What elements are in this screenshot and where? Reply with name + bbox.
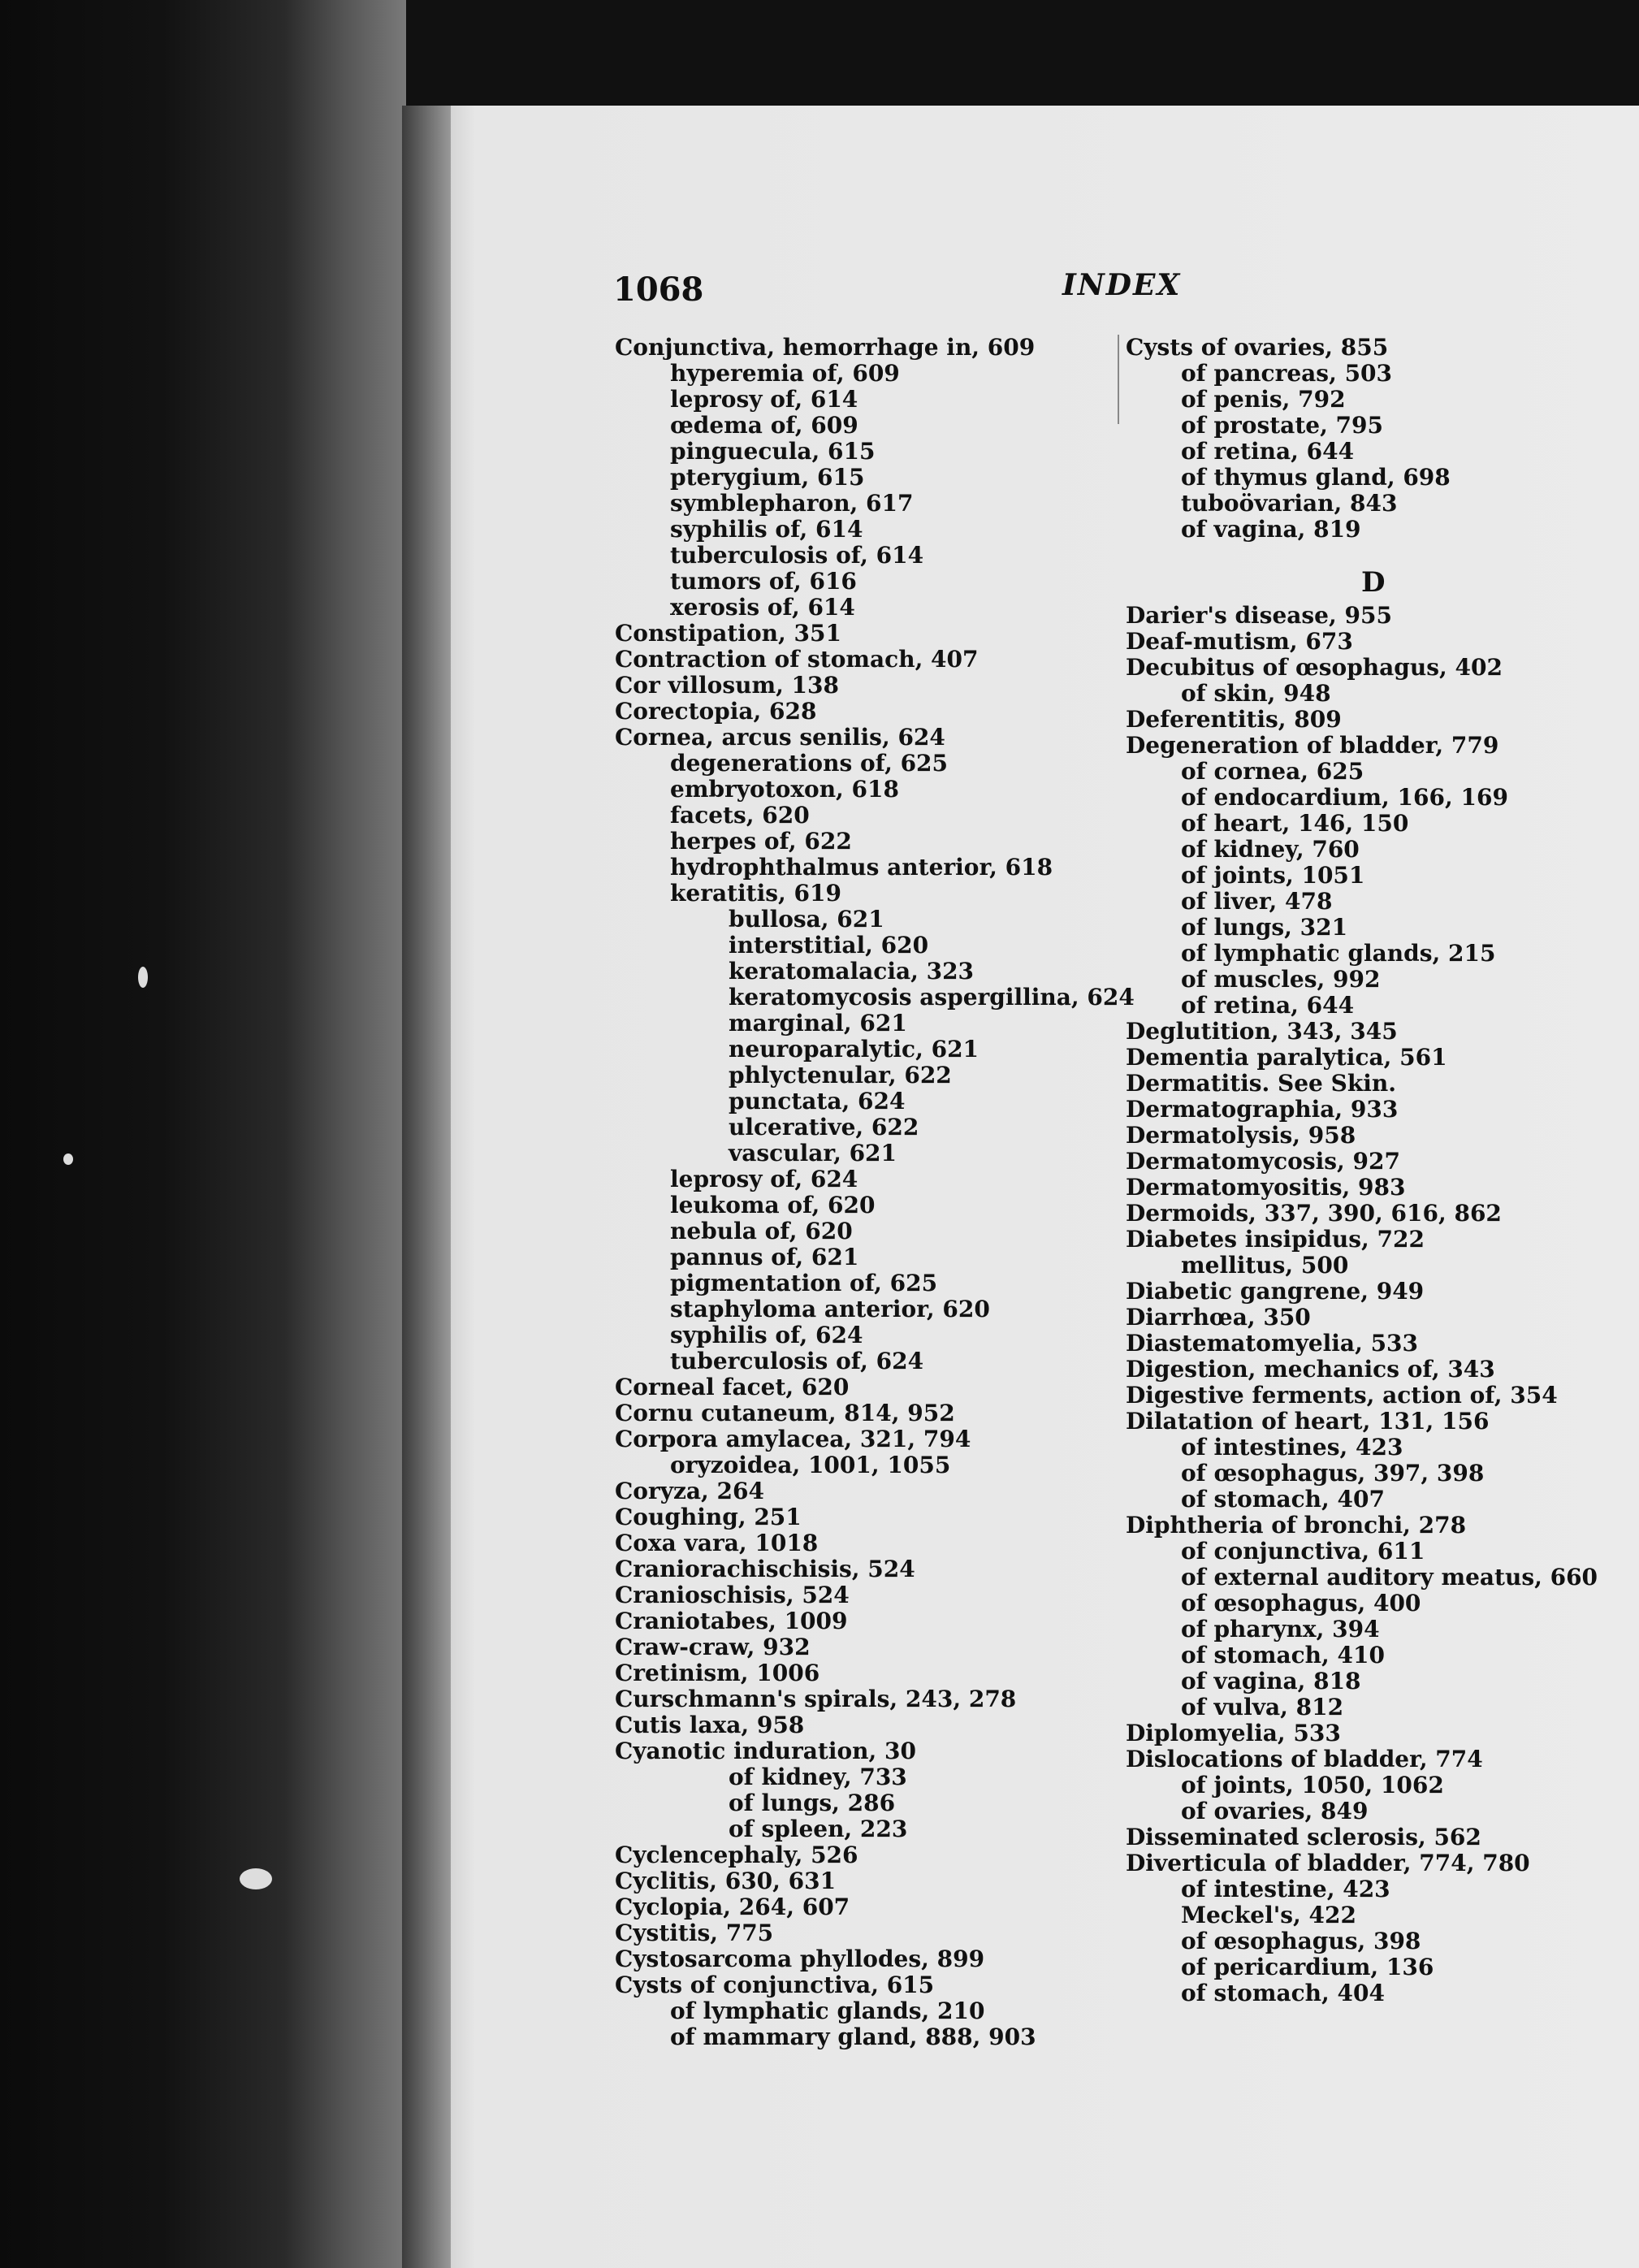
index-entry: of pancreas, 503 xyxy=(1181,360,1393,387)
index-entry: Diastematomyelia, 533 xyxy=(1126,1330,1419,1357)
index-entry: Deferentitis, 809 xyxy=(1126,706,1342,733)
index-entry: Cornea, arcus senilis, 624 xyxy=(615,724,945,751)
index-entry: leprosy of, 624 xyxy=(670,1166,858,1192)
index-entry: Coryza, 264 xyxy=(615,1478,764,1504)
index-entry: Corneal facet, 620 xyxy=(615,1374,850,1400)
index-entry: of œsophagus, 397, 398 xyxy=(1181,1460,1485,1487)
index-entry: of stomach, 404 xyxy=(1181,1980,1385,2006)
index-entry: of skin, 948 xyxy=(1181,680,1331,707)
index-entry: Digestive ferments, action of, 354 xyxy=(1126,1382,1558,1409)
index-entry: Cysts of ovaries, 855 xyxy=(1126,334,1389,361)
index-entry: staphyloma anterior, 620 xyxy=(670,1296,990,1322)
index-entry: Degeneration of bladder, 779 xyxy=(1126,732,1499,759)
index-entry: interstitial, 620 xyxy=(729,932,929,959)
index-entry: Diverticula of bladder, 774, 780 xyxy=(1126,1850,1530,1876)
index-entry: keratitis, 619 xyxy=(670,880,841,907)
index-entry: of external auditory meatus, 660 xyxy=(1181,1564,1598,1591)
index-entry: pigmentation of, 625 xyxy=(670,1270,938,1296)
scan-speck xyxy=(240,1868,272,1889)
index-entry: of stomach, 410 xyxy=(1181,1642,1385,1669)
index-entry: Corpora amylacea, 321, 794 xyxy=(615,1426,971,1452)
index-entry: embryotoxon, 618 xyxy=(670,776,899,803)
index-entry: Cyanotic induration, 30 xyxy=(615,1738,916,1764)
index-entry: of lungs, 321 xyxy=(1181,914,1348,941)
index-entry: Deaf-mutism, 673 xyxy=(1126,628,1353,655)
index-entry: of pericardium, 136 xyxy=(1181,1954,1434,1980)
index-entry: syphilis of, 624 xyxy=(670,1322,863,1348)
index-entry: of ovaries, 849 xyxy=(1181,1798,1369,1824)
facing-page-edge xyxy=(0,0,406,2268)
index-entry: leukoma of, 620 xyxy=(670,1192,876,1218)
index-entry: symblepharon, 617 xyxy=(670,490,914,517)
index-entry: Digestion, mechanics of, 343 xyxy=(1126,1356,1495,1383)
index-entry: Conjunctiva, hemorrhage in, 609 xyxy=(615,334,1036,361)
index-entry: Cornu cutaneum, 814, 952 xyxy=(615,1400,955,1426)
index-entry: marginal, 621 xyxy=(729,1010,907,1037)
index-column-left xyxy=(615,335,1135,2050)
scan-speck xyxy=(63,1153,73,1165)
index-entry: vascular, 621 xyxy=(729,1140,897,1166)
index-entry: of joints, 1050, 1062 xyxy=(1181,1772,1444,1798)
index-entry: keratomycosis aspergillina, 624 xyxy=(729,984,1135,1011)
index-entry: mellitus, 500 xyxy=(1181,1252,1349,1279)
index-entry: hyperemia of, 609 xyxy=(670,360,900,387)
index-entry: of retina, 644 xyxy=(1181,992,1355,1019)
index-entry: Craw-craw, 932 xyxy=(615,1634,811,1660)
index-entry: punctata, 624 xyxy=(729,1088,906,1115)
index-entry: tumors of, 616 xyxy=(670,568,857,595)
index-entry: Diplomyelia, 533 xyxy=(1126,1720,1341,1746)
index-entry: Coxa vara, 1018 xyxy=(615,1530,819,1556)
index-entry: herpes of, 622 xyxy=(670,828,852,855)
index-entry: of pharynx, 394 xyxy=(1181,1616,1380,1643)
index-entry: Dislocations of bladder, 774 xyxy=(1126,1746,1483,1772)
index-entry: Dermatolysis, 958 xyxy=(1126,1122,1356,1149)
index-entry: oryzoidea, 1001, 1055 xyxy=(670,1452,951,1478)
index-entry: of endocardium, 166, 169 xyxy=(1181,784,1508,811)
running-head: INDEX xyxy=(1062,268,1182,302)
index-entry: of heart, 146, 150 xyxy=(1181,810,1409,837)
index-entry: tuboövarian, 843 xyxy=(1181,490,1398,517)
index-entry: hydrophthalmus anterior, 618 xyxy=(670,854,1053,881)
index-entry: Meckel's, 422 xyxy=(1181,1902,1356,1928)
index-entry: pterygium, 615 xyxy=(670,464,865,491)
index-entry: pannus of, 621 xyxy=(670,1244,859,1270)
index-entry: Diabetic gangrene, 949 xyxy=(1126,1278,1425,1305)
index-entry: Cystosarcoma phyllodes, 899 xyxy=(615,1946,985,1972)
index-entry: Cyclencephaly, 526 xyxy=(615,1842,858,1868)
index-entry: neuroparalytic, 621 xyxy=(729,1036,980,1063)
index-entry: phlyctenular, 622 xyxy=(729,1062,952,1089)
index-entry: of muscles, 992 xyxy=(1181,966,1381,993)
index-entry: of vagina, 819 xyxy=(1181,516,1361,543)
index-entry: pinguecula, 615 xyxy=(670,438,876,465)
index-entry: tuberculosis of, 624 xyxy=(670,1348,924,1374)
index-entry: of cornea, 625 xyxy=(1181,758,1364,785)
index-entry: leprosy of, 614 xyxy=(670,386,858,413)
index-entry: Cor villosum, 138 xyxy=(615,672,840,699)
index-entry: syphilis of, 614 xyxy=(670,516,863,543)
index-entry: Dermatitis. See Skin. xyxy=(1126,1070,1396,1097)
index-entry: tuberculosis of, 614 xyxy=(670,542,924,569)
index-entry: of lymphatic glands, 210 xyxy=(670,1997,985,2024)
index-entry: Curschmann's spirals, 243, 278 xyxy=(615,1686,1017,1712)
index-entry: Decubitus of œsophagus, 402 xyxy=(1126,654,1503,681)
index-entry: Cutis laxa, 958 xyxy=(615,1712,805,1738)
index-entry: Cranioschisis, 524 xyxy=(615,1582,850,1608)
index-entry: of mammary gland, 888, 903 xyxy=(670,2023,1036,2050)
index-entry: of œsophagus, 400 xyxy=(1181,1590,1421,1617)
index-entry: of conjunctiva, 611 xyxy=(1181,1538,1425,1565)
scan-speck xyxy=(138,967,148,988)
index-entry: of kidney, 760 xyxy=(1181,836,1360,863)
index-entry: ulcerative, 622 xyxy=(729,1114,919,1140)
index-column-right xyxy=(1126,335,1629,2006)
index-entry: Craniotabes, 1009 xyxy=(615,1608,848,1634)
index-entry: Cretinism, 1006 xyxy=(615,1660,820,1686)
page-gutter-shadow xyxy=(402,106,451,2268)
index-entry: Cyclitis, 630, 631 xyxy=(615,1868,837,1894)
index-entry: of prostate, 795 xyxy=(1181,412,1384,439)
index-entry: keratomalacia, 323 xyxy=(729,958,975,985)
index-entry: facets, 620 xyxy=(670,802,810,829)
index-entry: Craniorachischisis, 524 xyxy=(615,1556,915,1582)
index-entry: Diarrhœa, 350 xyxy=(1126,1304,1311,1331)
index-entry: of intestine, 423 xyxy=(1181,1876,1390,1902)
index-entry: of joints, 1051 xyxy=(1181,862,1365,889)
index-entry: Dermoids, 337, 390, 616, 862 xyxy=(1126,1200,1502,1227)
index-entry: of vulva, 812 xyxy=(1181,1694,1344,1720)
index-entry: of lungs, 286 xyxy=(729,1790,896,1816)
index-entry: Diphtheria of bronchi, 278 xyxy=(1126,1512,1467,1539)
index-entry: of liver, 478 xyxy=(1181,888,1333,915)
index-entry: bullosa, 621 xyxy=(729,906,884,933)
index-entry: of thymus gland, 698 xyxy=(1181,464,1451,491)
index-entry: Diabetes insipidus, 722 xyxy=(1126,1226,1425,1253)
index-entry: Deglutition, 343, 345 xyxy=(1126,1018,1398,1045)
index-entry: Darier's disease, 955 xyxy=(1126,602,1392,629)
index-entry: of vagina, 818 xyxy=(1181,1668,1361,1695)
index-entry: nebula of, 620 xyxy=(670,1218,853,1244)
page-number: 1068 xyxy=(613,271,704,309)
index-entry: Dermatomyositis, 983 xyxy=(1126,1174,1406,1201)
index-entry: Dermatomycosis, 927 xyxy=(1126,1148,1400,1175)
index-entry: Cysts of conjunctiva, 615 xyxy=(615,1972,935,1998)
section-letter: D xyxy=(1361,566,1386,599)
index-entry: Dilatation of heart, 131, 156 xyxy=(1126,1408,1490,1435)
index-entry: of intestines, 423 xyxy=(1181,1434,1403,1461)
index-entry: Cyclopia, 264, 607 xyxy=(615,1894,850,1920)
index-entry: of lymphatic glands, 215 xyxy=(1181,940,1496,967)
index-entry: xerosis of, 614 xyxy=(670,594,855,621)
index-entry: Coughing, 251 xyxy=(615,1504,802,1530)
index-entry: of spleen, 223 xyxy=(729,1816,908,1842)
index-entry: of penis, 792 xyxy=(1181,386,1346,413)
index-entry: Corectopia, 628 xyxy=(615,698,817,725)
index-entry: Cystitis, 775 xyxy=(615,1920,774,1946)
index-entry: œdema of, 609 xyxy=(670,412,858,439)
index-entry: Contraction of stomach, 407 xyxy=(615,646,979,673)
index-entry: of kidney, 733 xyxy=(729,1764,907,1790)
index-entry: of œsophagus, 398 xyxy=(1181,1928,1421,1954)
index-entry: Constipation, 351 xyxy=(615,620,841,647)
index-entry: Dementia paralytica, 561 xyxy=(1126,1044,1447,1071)
index-entry: Dermatographia, 933 xyxy=(1126,1096,1399,1123)
index-entry: Disseminated sclerosis, 562 xyxy=(1126,1824,1481,1850)
index-entry: of stomach, 407 xyxy=(1181,1486,1385,1513)
index-entry: degenerations of, 625 xyxy=(670,750,949,777)
index-entry: of retina, 644 xyxy=(1181,438,1355,465)
